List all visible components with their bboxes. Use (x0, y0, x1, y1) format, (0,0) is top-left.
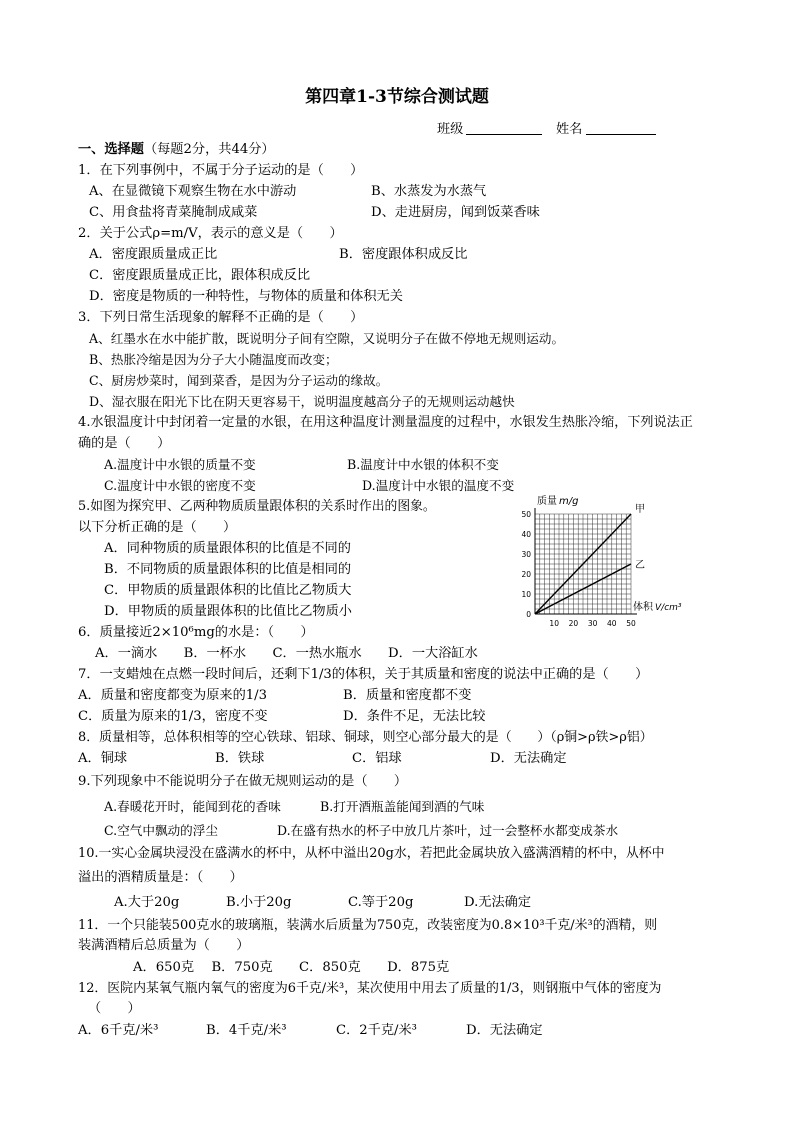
q8-option-b: B．铁球 (215, 751, 265, 766)
q1-stem: 1．在下列事例中，不属于分子运动的是（ ） (78, 163, 364, 178)
y-tick-label: 20 (521, 570, 531, 579)
q2-option-d: D．密度是物质的一种特性，与物体的质量和体积无关 (89, 289, 403, 304)
x-tick-label: 50 (626, 619, 636, 628)
section-note: （每题2分，共44分） (143, 142, 275, 157)
q7-option-b: B．质量和密度都不变 (343, 688, 472, 703)
section-title: 一、选择题 (78, 142, 144, 157)
q2-stem: 2．关于公式ρ=m/V，表示的意义是（ ） (78, 226, 343, 241)
q4-option-d: D.温度计中水银的温度不变 (362, 478, 515, 493)
q3-option-b: B、热胀冷缩是因为分子大小随温度而改变； (89, 352, 338, 367)
x-axis-title: 体积 (633, 602, 653, 613)
q5-option-a: A．同种物质的质量跟体积的比值是不同的 (104, 541, 351, 556)
q7-option-a: A．质量和密度都变为原来的1/3 (78, 688, 267, 703)
q10-option-b: B.小于20g (226, 895, 292, 910)
q10-option-a: A.大于20g (114, 895, 180, 910)
q12-stem-line2: （ ） (88, 1001, 141, 1016)
q10-stem-line2: 溢出的酒精质量是：（ ） (78, 870, 243, 885)
q5-stem-line1: 5.如图为探究甲、乙两种物质质量跟体积的关系时作出的图象。 (78, 499, 436, 514)
page-title: 第四章1-3节综合测试题 (305, 87, 489, 107)
class-label: 班级 (437, 122, 464, 137)
q10-option-d: D.无法确定 (464, 895, 532, 910)
q7-stem: 7．一支蜡烛在点燃一段时间后，还剩下1/3的体积，关于其质量和密度的说法中正确的是（ ） (78, 667, 649, 682)
x-axis-unit: V/cm³ (655, 603, 682, 613)
q11-options: A．650克 B．750克 C．850克 D．875克 (133, 960, 450, 975)
q5-stem-line2: 以下分析正确的是（ ） (78, 520, 237, 535)
q5-option-c: C．甲物质的质量跟体积的比值比乙物质大 (104, 583, 352, 598)
q7-option-d: D．条件不足，无法比较 (343, 709, 486, 724)
q11-stem-line2: 装满酒精后总质量为（ ） (78, 938, 250, 953)
x-tick-label: 10 (549, 619, 559, 628)
name-label: 姓名 (556, 122, 583, 137)
q4-stem-line1: 4.水银温度计中封闭着一定量的水银，在用这种温度计测量温度的过程中，水银发生热胀冷缩，下列说法正 (78, 415, 693, 430)
q2-option-c: C．密度跟质量成正比，跟体积成反比 (89, 268, 311, 283)
q5-option-d: D．甲物质的质量跟体积的比值比乙物质小 (104, 604, 352, 619)
q1-option-c: C、用食盐将青菜腌制成咸菜 (89, 205, 258, 220)
q9-option-d: D.在盛有热水的杯子中放几片茶叶，过一会整杯水都变成茶水 (277, 823, 619, 838)
q10-stem-line1: 10.一实心金属块浸没在盛满水的杯中，从杯中溢出20g水，若把此金属块放入盛满酒精的杯中，从杯中 (78, 846, 665, 861)
y-axis-title: 质量 (537, 496, 557, 507)
q1-option-a: A、在显微镜下观察生物在水中游动 (89, 184, 297, 199)
q4-option-a: A.温度计中水银的质量不变 (104, 457, 256, 472)
q8-option-c: C．铝球 (352, 751, 402, 766)
y-axis-unit: m/g (559, 496, 579, 507)
q9-option-b: B.打开酒瓶盖能闻到酒的气味 (320, 799, 485, 814)
q11-stem-line1: 11．一个只能装500克水的玻璃瓶，装满水后质量为750克，改装密度为0.8×10³千克/米³的酒精，则 (78, 918, 658, 933)
series-label-2: 乙 (635, 560, 645, 571)
q4-stem-line2: 确的是（ ） (78, 436, 171, 451)
x-tick-label: 20 (568, 619, 579, 628)
q6-stem: 6．质量接近2×10⁶mg的水是：（ ） (78, 625, 314, 640)
q8-stem: 8．质量相等，总体积相等的空心铁球、铝球、铜球，则空心部分最大的是（ ）（ρ铜>ρ铁>ρ铝） (78, 730, 653, 745)
series-label-1: 甲 (635, 504, 645, 515)
q9-option-a: A.春暖花开时，能闻到花的香味 (104, 799, 281, 814)
q10-option-c: C.等于20g (348, 895, 414, 910)
q12-option-a: A．6千克/米³ (78, 1023, 159, 1038)
q12-option-b: B．4千克/米³ (206, 1023, 287, 1038)
y-tick-label: 50 (521, 510, 531, 519)
q8-option-a: A．铜球 (78, 751, 128, 766)
x-tick-label: 30 (587, 619, 598, 628)
q7-option-c: C．质量为原来的1/3，密度不变 (78, 709, 268, 724)
q3-stem: 3．下列日常生活现象的解释不正确的是（ ） (78, 310, 364, 325)
q3-option-c: C、厨房炒菜时，闻到菜香，是因为分子运动的缘故。 (89, 373, 389, 388)
q12-option-c: C．2千克/米³ (336, 1023, 417, 1038)
q2-option-a: A．密度跟质量成正比 (89, 247, 218, 262)
y-tick-label: 10 (521, 590, 531, 599)
y-tick-label: 0 (526, 610, 531, 619)
q1-option-d: D、走进厨房，闻到饭菜香味 (371, 205, 540, 220)
q5-option-b: B．不同物质的质量跟体积的比值是相同的 (104, 562, 352, 577)
x-tick-label: 40 (607, 619, 617, 628)
y-tick-label: 30 (521, 550, 531, 559)
class-blank[interactable] (466, 134, 542, 135)
name-blank[interactable] (586, 134, 656, 135)
section-header (78, 141, 275, 158)
q12-stem-line1: 12．医院内某氧气瓶内氧气的密度为6千克/米³，某次使用中用去了质量的1/3，则钢瓶中气体的密度为 (78, 981, 662, 996)
q3-option-d: D、湿衣服在阳光下比在阴天更容易干，说明温度越高分子的无规则运动越快 (89, 394, 515, 409)
q6-options: A．一滴水 B．一杯水 C．一热水瓶水 D．一大浴缸水 (95, 646, 478, 661)
q8-option-d: D．无法确定 (490, 751, 567, 766)
q9-option-c: C.空气中飘动的浮尘 (104, 823, 218, 838)
q4-option-b: B.温度计中水银的体积不变 (347, 457, 499, 472)
q3-option-a: A、红墨水在水中能扩散，既说明分子间有空隙，又说明分子在做不停地无规则运动。 (89, 331, 565, 346)
mass-volume-chart (505, 490, 710, 630)
q9-stem: 9.下列现象中不能说明分子在做无规则运动的是（ ） (78, 774, 408, 789)
q1-option-b: B、水蒸发为水蒸气 (371, 184, 487, 199)
y-tick-label: 40 (521, 530, 531, 539)
q2-option-b: B．密度跟体积成反比 (339, 247, 468, 262)
q4-option-c: C.温度计中水银的密度不变 (104, 478, 256, 493)
q12-option-d: D．无法确定 (466, 1023, 543, 1038)
